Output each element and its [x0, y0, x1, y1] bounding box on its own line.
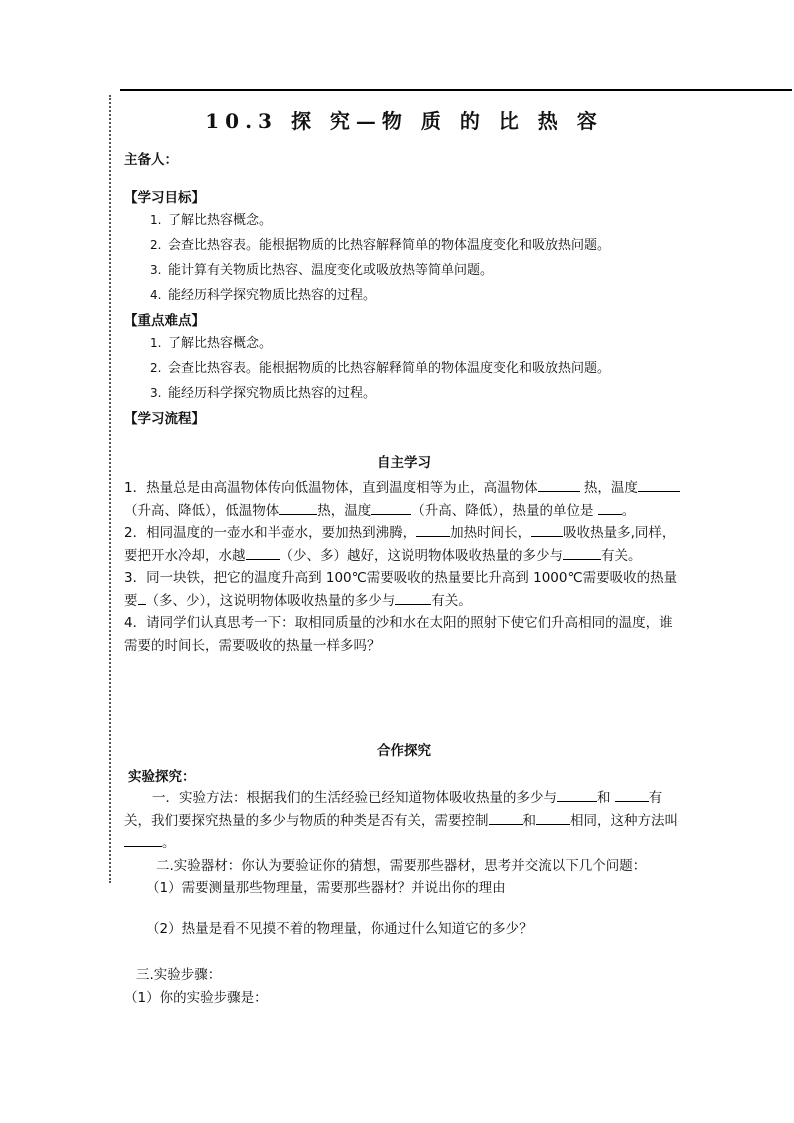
- list-item: 1. 了解比热容概念。: [150, 213, 273, 228]
- answer-blank[interactable]: [489, 810, 523, 825]
- answer-blank[interactable]: [638, 477, 680, 492]
- answer-blank[interactable]: [598, 500, 622, 515]
- answer-blank[interactable]: [531, 522, 563, 537]
- page-title: 10.3 探 究—物 质 的 比 热 容: [205, 109, 603, 133]
- answer-blank[interactable]: [124, 832, 162, 847]
- worksheet: [124, 100, 684, 1009]
- list-item: 1. 了解比热容概念。: [150, 336, 273, 351]
- equipment-question-2: （2）热量是看不见摸不着的物理量，你通过什么知道它的多少？: [146, 920, 533, 937]
- question-4: 4．请同学们认真思考一下：取相同质量的沙和水在太阳的照射下使它们升高相同的温度，谁需要的时间长，需要吸收的热量一样多吗？: [124, 615, 673, 654]
- goals-list: [124, 209, 684, 303]
- experiment-heading: 实验探究：: [128, 769, 196, 785]
- question-3: 3．同一块铁，把它的温度升高到 100℃需要吸收的热量要比升高到 1000℃需要吸收的热量 要 （多、少），这说明物体吸收热量的多少与 有关。: [124, 570, 678, 609]
- list-item: 3. 能计算有关物质比热容、温度变化或吸放热等简单问题。: [150, 263, 494, 278]
- self-study-heading: 自主学习: [377, 455, 431, 471]
- question-2: 2．相同温度的一壶水和半壶水，要加热到沸腾， 加热时间长， 吸收热量多,同样，要把开水冷却，水越 （少、多）越好，这说明物体吸收热量的多少与 有关。: [124, 522, 684, 567]
- experiment-equipment: 二.实验器材：你认为要验证你的猜想，需要那些器材，思考并交流以下几个问题：: [156, 857, 647, 874]
- answer-blank[interactable]: [371, 500, 411, 515]
- answer-blank[interactable]: [557, 787, 597, 802]
- keypoints-heading: 【重点难点】: [124, 313, 205, 329]
- answer-blank[interactable]: [246, 545, 280, 560]
- list-item: 3. 能经历科学探究物质比热容的过程。: [150, 386, 377, 401]
- answer-blank[interactable]: [279, 500, 317, 515]
- question-1: 1．热量总是由高温物体传向低温物体，直到温度相等为止，高温物体 热，温度（升高、降低），低温物体 热，温度 （升高、降低），热量的单位是 。: [124, 477, 684, 522]
- header-rule: [120, 89, 792, 91]
- steps-heading: 三.实验步骤：: [136, 967, 222, 983]
- preparer-label: 主备人：: [124, 152, 178, 168]
- keypoints-list: [124, 332, 684, 401]
- answer-blank[interactable]: [138, 590, 146, 605]
- answer-blank[interactable]: [416, 522, 450, 537]
- answer-blank[interactable]: [538, 477, 580, 492]
- list-item: 2. 会查比热容表。能根据物质的比热容解释简单的物体温度变化和吸放热问题。: [150, 238, 611, 253]
- answer-blank[interactable]: [536, 810, 570, 825]
- goals-heading: 【学习目标】: [124, 190, 205, 206]
- answer-blank[interactable]: [395, 590, 431, 605]
- equipment-question-1: （1）需要测量那些物理量，需要那些器材？并说出你的理由: [146, 880, 506, 896]
- steps-question-1: （1）你的实验步骤是：: [124, 989, 268, 1006]
- list-item: 4. 能经历科学探究物质比热容的过程。: [150, 288, 377, 303]
- cooperative-heading: 合作探究: [377, 743, 431, 759]
- list-item: 2. 会查比热容表。能根据物质的比热容解释简单的物体温度变化和吸放热问题。: [150, 361, 611, 376]
- flow-heading: 【学习流程】: [124, 411, 205, 427]
- binding-margin-line: [109, 95, 111, 883]
- answer-blank[interactable]: [563, 545, 601, 560]
- answer-blank[interactable]: [615, 787, 649, 802]
- experiment-method: 一．实验方法：根据我们的生活经验已经知道物体吸收热量的多少与 和 有关，我们要探究热量的多少与物质的种类是否有关，需要控制 和 相同，这种方法叫。: [124, 787, 684, 855]
